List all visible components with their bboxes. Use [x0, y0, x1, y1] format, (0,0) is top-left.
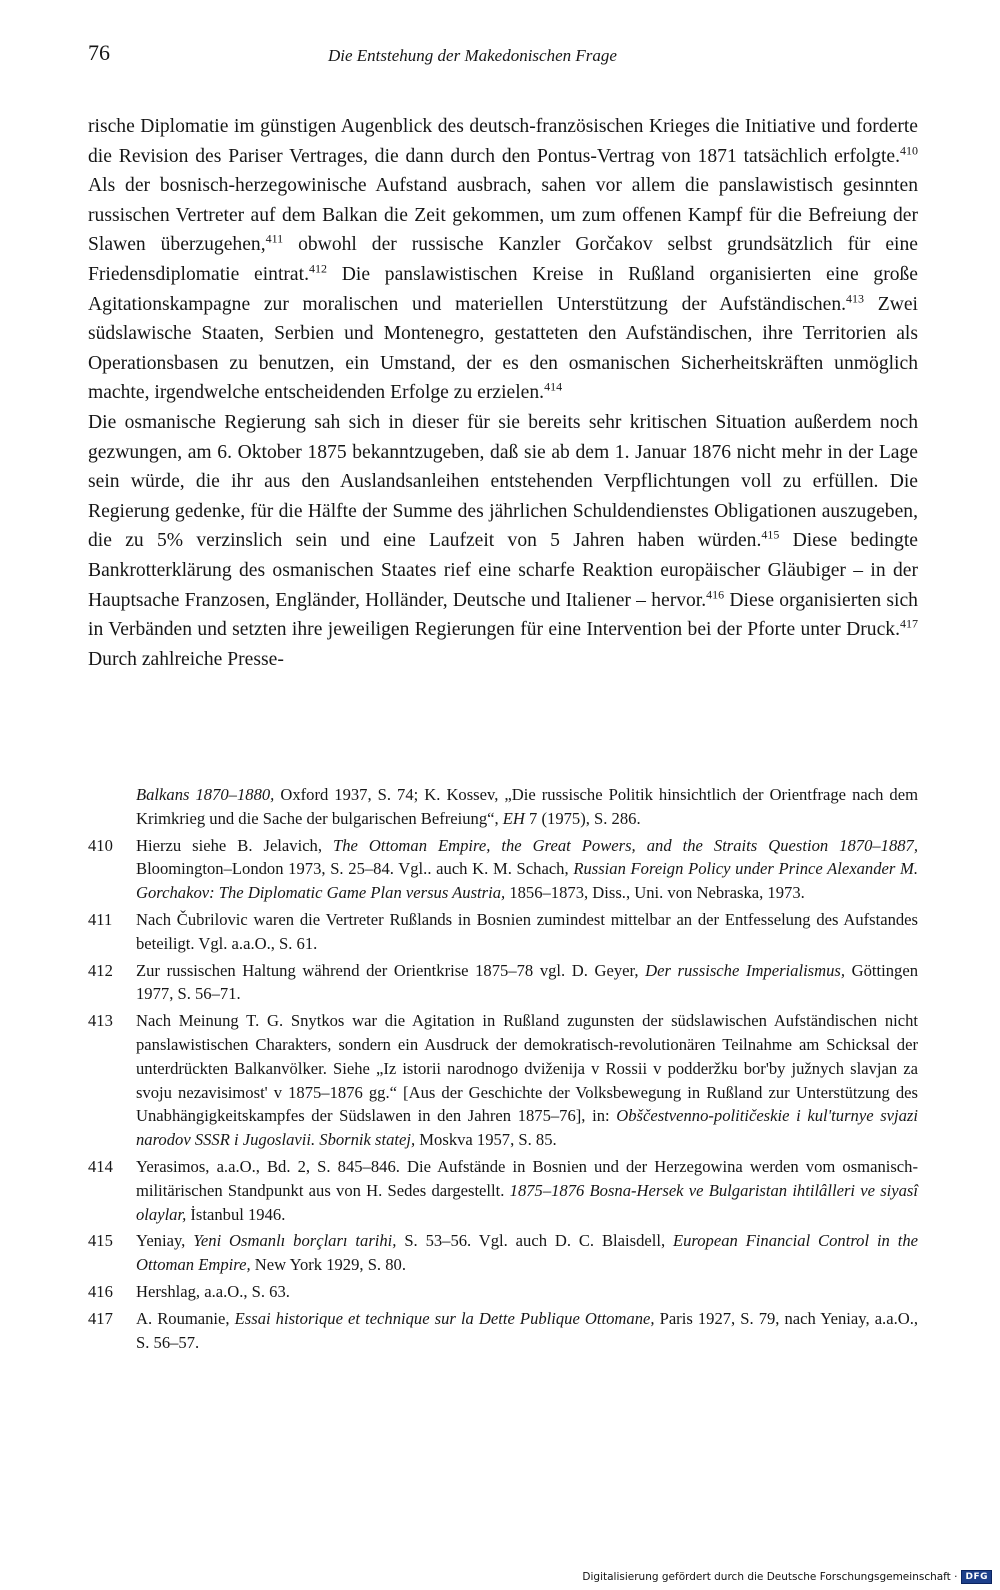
footnote-number: 412 — [88, 960, 113, 980]
note-text: Zur russischen Haltung während der Orientkrise 1875–78 vgl. D. Geyer, — [136, 960, 646, 980]
note-title: Obščestvenno-političeskie i kul'turnye svjazi narodov SSSR i Jugoslavii. Sbornik statej, — [136, 1106, 918, 1150]
text-segment: Durch zahlreiche Presse- — [88, 648, 284, 670]
footnote-ref-412: 412 — [308, 261, 327, 276]
main-text — [88, 112, 918, 674]
note-text: Nach Meinung T. G. Snytkos war die Agitation in Rußland zugunsten der südslawischen Aufständischen nicht panslawistischen Charakters, sondern ein Ausdruck der demokratisch-revolutionären Teilnahme am Schicksal der unterdrückten Balkanvölker. Siehe „Iz istorii narodnogo dviženija v Rossii v podderžku bor'by južnych slavjan za svoju nezavisimost' v 1875–1876 gg.“ [Aus der Geschichte der Volksbewegung in Rußland zur Unterstützung des Unabhängigkeitskampfes der Südslawen in den Jahren 1875–76], in: — [136, 1011, 918, 1126]
note-text: Oxford 1937, S. 74; K. Kossev, „Die russische Politik hinsichtlich der Orientfrage nach dem Krimkrieg und die Sache der bulgarischen Befreiung“, — [136, 785, 918, 828]
text-segment: rische Diplomatie im günstigen Augenblick des deutsch-französischen Krieges die Initiative und forderte die Revision des Pariser Vertrages, die dann durch den Pontus-Vertrag von 1871 tatsächlich erfolgte. — [88, 116, 918, 167]
note-title: Balkans 1870–1880, — [136, 785, 275, 804]
footnote-number: 413 — [88, 1011, 113, 1031]
footnote-ref-413: 413 — [846, 291, 865, 306]
text-segment: Diese organisierten sich in Verbänden und setzten ihre jeweiligen Regierungen für eine Intervention bei der Pforte unter Druck. — [88, 589, 918, 641]
note-title: EH — [502, 808, 525, 828]
text-segment: Als der bosnisch-herzegowinische Aufstand ausbrach, sahen vor allem die panslawistisch gesinnten russischen Vertreter auf dem Balkan die Zeit gekommen, um zum offenen Kampf für die Befreiung der Slawen überzugehen, — [88, 175, 918, 256]
note-title: 1875–1876 Bosna-Hersek ve Bulgaristan ihtilâlleri ve siyasî olaylar, — [136, 1180, 918, 1224]
note-title: Russian Foreign Policy under Prince Alexander M. Gorchakov: The Diplomatic Game Plan versus Austria, — [136, 859, 918, 903]
footnote-415 — [88, 1229, 918, 1277]
footnote-number: 415 — [88, 1231, 113, 1251]
note-title: Der russische Imperialismus, — [645, 960, 846, 980]
footnote-412 — [88, 959, 918, 1007]
footnote-ref-416: 416 — [706, 586, 725, 601]
note-text: Yerasimos, a.a.O., Bd. 2, S. 845–846. Die Aufstände in Bosnien und der Herzegowina werden vom osmanisch-militärischen Standpunkt aus von H. Sedes dargestellt. — [136, 1156, 918, 1200]
footnote-ref-415: 415 — [761, 527, 780, 542]
note-text: 7 (1975), S. 286. — [524, 808, 641, 828]
dfg-logo-icon: DFG — [961, 1570, 992, 1584]
note-text: Yeniay, — [136, 1231, 194, 1251]
text-segment: Zwei südslawische Staaten, Serbien und Montenegro, gestatteten den Aufständischen, ihre Territorien als Operationsbasen zu benutzen, ein Umstand, der es den osmanischen Sicherheitskräften unmöglich machte, irgendwelche entscheidenden Erfolge zu erzielen. — [88, 293, 918, 404]
note-text: Göttingen 1977, S. 56–71. — [136, 960, 919, 1004]
paragraph-2 — [88, 408, 918, 674]
note-text: İstanbul 1946. — [186, 1204, 286, 1224]
footnote-416 — [88, 1280, 918, 1304]
note-text: Nach Čubrilovic waren die Vertreter Rußlands in Bosnien zumindest mittelbar an der Entfesselung des Aufstandes beteiligt. Vgl. a.a.O., S. 61. — [136, 909, 918, 953]
page-header — [88, 40, 918, 80]
footer-credit: Digitalisierung gefördert durch die Deutsche Forschungsgemeinschaft · — [582, 1571, 958, 1583]
note-text: Hierzu siehe B. Jelavich, — [136, 835, 334, 855]
text-segment: Diese bedingte Bankrotterklärung des osmanischen Staates rief eine scharfe Reaktion europäischer Gläubiger – in der Hauptsache Franzosen, Engländer, Holländer, Deutsche und Italiener – hervor. — [88, 530, 918, 611]
paragraph-1 — [88, 112, 918, 408]
footnote-number: 410 — [88, 835, 113, 855]
footnote-continuation — [88, 783, 918, 831]
note-title: European Financial Control in the Ottoman Empire, — [136, 1231, 918, 1275]
note-text: A. Roumanie, — [136, 1308, 235, 1328]
running-title: Die Entstehung der Makedonischen Frage — [328, 46, 617, 65]
page-number: 76 — [88, 40, 110, 65]
footnote-ref-410: 410 — [900, 143, 918, 158]
note-text: Hershlag, a.a.O., S. 63. — [136, 1281, 290, 1301]
footnote-413 — [88, 1009, 918, 1152]
note-title: Yeni Osmanlı borçları tarihi, — [193, 1231, 397, 1251]
footnote-417 — [88, 1307, 918, 1355]
note-text: S. 53–56. Vgl. auch D. C. Blaisdell, — [396, 1231, 673, 1251]
note-title: The Ottoman Empire, the Great Powers, and the Straits Question 1870–1887, — [333, 835, 918, 855]
footnote-ref-414: 414 — [544, 379, 563, 394]
text-segment: Die panslawistischen Kreise in Rußland organisierten eine große Agitationskampagne zur moralischen und materiellen Unterstützung der Aufständischen. — [88, 263, 919, 315]
footnote-410 — [88, 834, 918, 905]
note-title: Essai historique et technique sur la Dette Publique Ottomane, — [234, 1308, 655, 1328]
note-text: 1856–1873, Diss., Uni. von Nebraska, 1973. — [505, 883, 805, 903]
digitization-footer — [582, 1570, 992, 1584]
footnote-number: 411 — [88, 909, 113, 929]
note-text: Paris 1927, S. 79, nach Yeniay, a.a.O., S. 56–57. — [136, 1308, 918, 1352]
footnote-ref-417: 417 — [900, 616, 918, 631]
footnote-ref-411: 411 — [265, 231, 284, 246]
note-text: New York 1929, S. 80. — [250, 1255, 406, 1275]
footnotes — [88, 783, 918, 1357]
footnote-414 — [88, 1155, 918, 1226]
text-segment: Die osmanische Regierung sah sich in dieser für sie bereits sehr kritischen Situation außerdem noch gezwungen, am 6. Oktober 1875 bekanntzugeben, daß sie ab dem 1. Januar 1876 nicht mehr in der Lage sein würde, die ihr aus den Auslandsanleihen entstehenden Verpflichtungen voll zu erfüllen. Die Regierung gedenke, für die Hälfte der Summe des jährlichen Schuldendienstes Obligationen auszugeben, die zu 5% verzinslich sein und eine Laufzeit von 5 Jahren haben würden. — [88, 411, 918, 552]
footnote-number: 417 — [88, 1308, 113, 1328]
footnote-number: 414 — [88, 1156, 113, 1176]
text-segment: obwohl der russische Kanzler Gorčakov selbst grundsätzlich für eine Friedensdiplomatie eintrat. — [88, 234, 918, 285]
note-text: Bloomington–London 1973, S. 25–84. Vgl.. auch K. M. Schach, — [136, 859, 574, 879]
footnote-411 — [88, 908, 918, 956]
footnote-number: 416 — [88, 1281, 113, 1301]
note-text: Moskva 1957, S. 85. — [415, 1130, 557, 1150]
